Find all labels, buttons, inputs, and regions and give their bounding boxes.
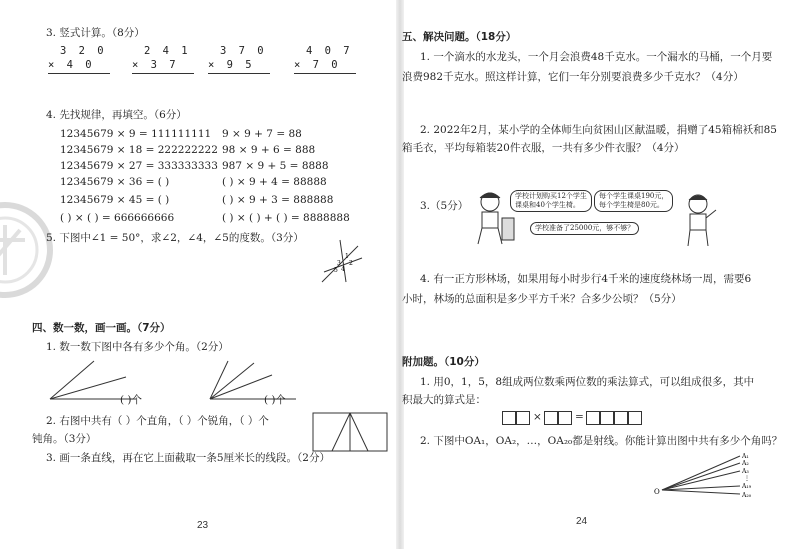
product-box-3[interactable]: [614, 411, 628, 425]
section5-q3-label: 3.（5分）: [420, 200, 469, 212]
angle-figure-1-blank: ( )个: [120, 394, 143, 406]
digit-box-3[interactable]: [544, 411, 558, 425]
boy-illustration: [680, 192, 720, 252]
ray-label-ellipsis: ⋮: [744, 475, 750, 482]
pattern-right-row-4: ( ) × 9 + 4 = 88888: [222, 176, 327, 188]
bubble-girl-line-1: 学校计划购买12个学生: [515, 192, 587, 200]
section5-title: 五、解决问题。（18分）: [402, 31, 517, 43]
q5-title: 5. 下图中∠1 = 50°，求∠2，∠4，∠5的度数。（3分）: [46, 232, 304, 244]
pattern-right-row-6: ( ) × ( ) + ( ) = 8888888: [222, 212, 350, 224]
section5-q4-line1: 4. 有一正方形林场，如果用每小时步行4千米的速度绕林场一周，需要6: [420, 273, 752, 285]
angle-figure-2-blank: ( )个: [264, 394, 287, 406]
speech-bubble-girl: [510, 190, 592, 212]
vertical-problem-1-top: 3 2 0: [60, 45, 107, 57]
bonus-q1-line1: 1. 用0，1，5，8组成两位数乘两位数的乘法算式，可以组成很多，其中: [420, 376, 755, 388]
ray-label-a3: A₃: [742, 468, 749, 475]
vertical-problem-4-top: 4 0 7: [306, 45, 353, 57]
section5-q2-line1: 2. 2022年2月，某小学的全体师生向贫困山区献温暖，捐赠了45箱棉袄和85: [420, 124, 777, 136]
rectangle-angle-figure: [312, 412, 392, 454]
angle-label-2: 2: [349, 260, 353, 267]
speech-bubble-boy-question: [530, 222, 639, 235]
section5-q1-line1: 1. 一个滴水的水龙头，一个月会浪费48千克水。一个漏水的马桶，一个月要: [420, 51, 773, 63]
digit-box-1[interactable]: [502, 411, 516, 425]
vertical-problem-1-bottom: × 4 0: [48, 59, 95, 71]
pattern-left-row-4: 12345679 × 36 = ( ): [60, 176, 170, 188]
pattern-left-row-3: 12345679 × 27 = 333333333: [60, 160, 218, 172]
ray-label-a20: A₂₀: [742, 492, 752, 499]
rays-diagram: [652, 448, 762, 508]
pattern-right-row-3: 987 × 9 + 5 = 8888: [222, 160, 329, 172]
angle-label-4: 4: [341, 266, 345, 273]
vertical-problem-2-line: [132, 73, 194, 74]
bubble-boy-line-2: 每个学生椅是80元。: [599, 201, 664, 209]
angle-label-5: 5: [334, 267, 338, 274]
section4-title: 四、数一数，画一画。（7分）: [32, 322, 171, 334]
intersecting-lines-diagram: [318, 238, 368, 288]
q3-title: 3. 竖式计算。（8分）: [46, 27, 145, 39]
equals-sign: =: [575, 411, 584, 423]
section5-q2-line2: 箱毛衣，平均每箱装20件衣服，一共有多少件衣服？（4分）: [402, 142, 685, 154]
vertical-problem-4-bottom: × 7 0: [294, 59, 341, 71]
vertical-problem-3-top: 3 7 0: [220, 45, 267, 57]
vertical-problem-1-line: [48, 73, 110, 74]
section4-q2-line2: 钝角。（3分）: [32, 433, 97, 445]
pattern-left-row-5: 12345679 × 45 = ( ): [60, 194, 170, 206]
angle-figure-2: [206, 355, 306, 405]
times-sign: ×: [533, 411, 542, 423]
left-page: [0, 0, 398, 549]
bonus-q2: 2. 下图中OA₁，OA₂，…，OA₂₀都是射线。你能计算出图中共有多少个角吗？: [420, 435, 783, 447]
section4-q3: 3. 画一条直线，再在它上面截取一条5厘米长的线段。（2分）: [46, 452, 330, 464]
ray-label-a19: A₁₉: [742, 483, 752, 490]
bonus-q1-line2: 积最大的算式是：: [402, 394, 486, 406]
pattern-right-row-1: 9 × 9 + 7 = 88: [222, 128, 302, 140]
angle-label-3: 3: [337, 260, 341, 267]
section4-q2-line1: 2. 右图中共有（ ）个直角，（ ）个锐角，（ ）个: [46, 415, 269, 427]
bubble-boy-line-1: 每个学生课桌190元，: [599, 192, 669, 200]
section5-q1-line2: 浪费982千克水。照这样计算，它们一年分别要浪费多少千克水？（4分）: [402, 71, 744, 83]
product-box-2[interactable]: [600, 411, 614, 425]
bubble-boy-question-text: 学校准备了25000元，够不够？: [535, 224, 635, 232]
bubble-girl-line-2: 课桌和40个学生椅。: [515, 201, 580, 209]
vertical-problem-3-line: [208, 73, 270, 74]
vertical-problem-4-line: [294, 73, 356, 74]
speech-bubble-boy-prices: [594, 190, 673, 212]
bonus-title: 附加题。（10分）: [402, 356, 485, 368]
page-number-left: 23: [197, 520, 209, 531]
ray-label-a1: A₁: [742, 453, 749, 460]
pattern-left-row-1: 12345679 × 9 = 111111111: [60, 128, 212, 140]
digit-box-2[interactable]: [516, 411, 530, 425]
q4-title: 4. 先找规律，再填空。（6分）: [46, 109, 187, 121]
pattern-left-row-6: ( ) × ( ) = 666666666: [60, 212, 175, 224]
vertical-problem-2-top: 2 4 1: [144, 45, 191, 57]
pattern-right-row-5: ( ) × 9 + 3 = 888888: [222, 194, 334, 206]
ray-origin-label: O: [654, 488, 660, 496]
page-number-right: 24: [576, 516, 588, 527]
pattern-left-row-2: 12345679 × 18 = 222222222: [60, 144, 218, 156]
vertical-problem-2-bottom: × 3 7: [132, 59, 179, 71]
stamp-watermark: [0, 170, 40, 330]
digit-box-4[interactable]: [558, 411, 572, 425]
product-box-1[interactable]: [586, 411, 600, 425]
pattern-right-row-2: 98 × 9 + 6 = 888: [222, 144, 316, 156]
right-page: [402, 0, 800, 549]
angle-label-1: 1: [345, 253, 349, 260]
ray-label-a2: A₂: [742, 460, 749, 467]
section5-q4-line2: 小时，林场的总面积是多少平方千米？合多少公顷？（5分）: [402, 293, 682, 305]
vertical-problem-3-bottom: × 9 5: [208, 59, 255, 71]
product-box-4[interactable]: [628, 411, 642, 425]
section4-q1: 1. 数一数下图中各有多少个角。（2分）: [46, 341, 229, 353]
